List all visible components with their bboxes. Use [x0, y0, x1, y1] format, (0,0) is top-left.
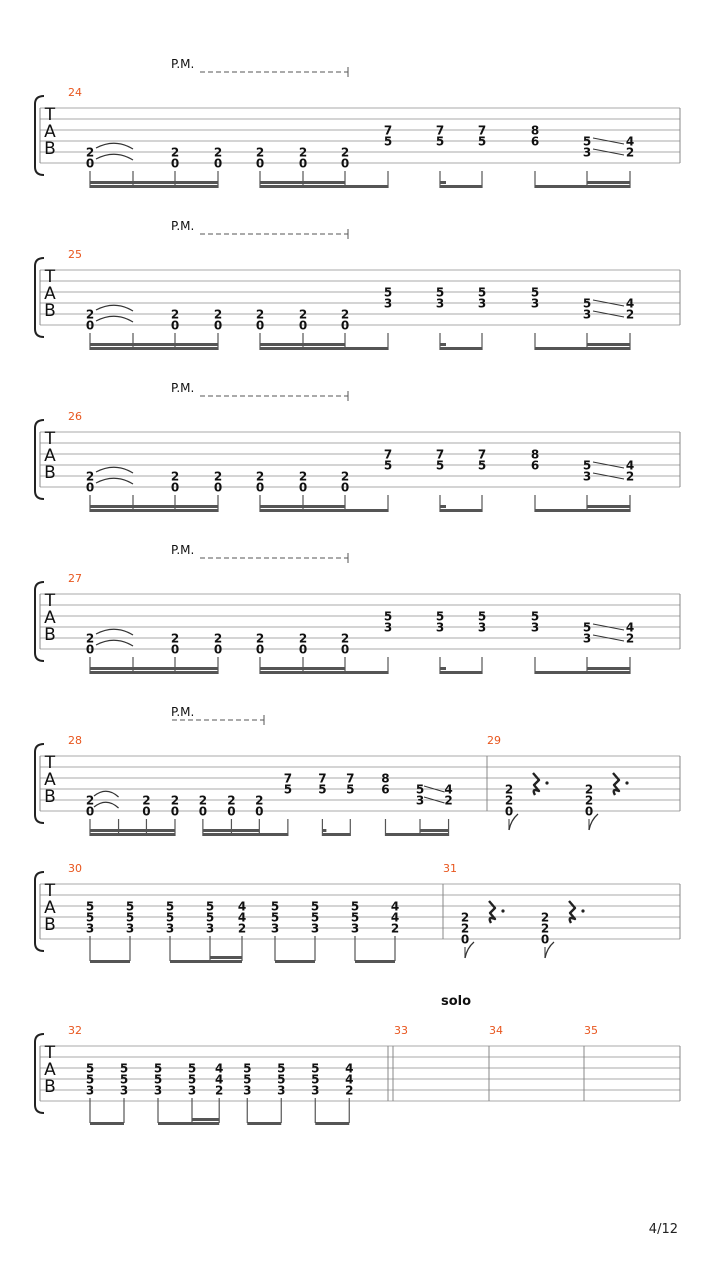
fret-number: 2	[255, 469, 265, 484]
tab-clef-letter: B	[44, 625, 56, 645]
fret-number: 5	[383, 609, 393, 624]
fret-number: 5	[205, 899, 215, 914]
fret-number: 0	[540, 932, 550, 947]
fret-number: 8	[381, 771, 390, 786]
fret-number: 7	[477, 447, 487, 462]
palm-mute-label: P.M.	[171, 57, 195, 71]
beam	[158, 1122, 219, 1125]
fret-number: 3	[165, 921, 175, 936]
beam	[587, 343, 630, 346]
rest-dot	[625, 781, 628, 784]
fret-number: 7	[477, 123, 487, 138]
fret-number: 0	[255, 480, 265, 495]
tab-clef-letter: B	[44, 1077, 56, 1097]
beam	[315, 1122, 349, 1125]
fret-number: 5	[119, 1061, 129, 1076]
fret-number: 0	[170, 642, 180, 657]
tie-arc	[96, 640, 133, 646]
fret-number: 5	[125, 899, 135, 914]
fret-number: 5	[153, 1061, 163, 1076]
fret-number: 2	[237, 921, 247, 936]
beam	[247, 1122, 281, 1125]
beam	[440, 181, 446, 184]
fret-number: 2	[504, 793, 514, 808]
beam	[203, 829, 259, 832]
fret-number: 3	[270, 921, 280, 936]
fret-number: 7	[318, 771, 327, 786]
tab-clef-letter: B	[44, 463, 56, 483]
fret-number: 3	[243, 1083, 252, 1098]
fret-number: 5	[350, 910, 360, 925]
fret-number: 0	[255, 804, 264, 819]
fret-number: 2	[255, 631, 265, 646]
beam	[90, 185, 218, 188]
tie-arc	[96, 143, 133, 149]
fret-number: 5	[85, 1061, 95, 1076]
tab-clef-letter: B	[44, 787, 56, 807]
measure-number: 33	[394, 1024, 408, 1037]
fret-number: 5	[277, 1061, 286, 1076]
beam	[90, 505, 218, 508]
beam	[440, 343, 446, 346]
fret-number: 2	[85, 145, 95, 160]
fret-number: 3	[435, 296, 445, 311]
measure-number: 29	[487, 734, 501, 747]
fret-number: 0	[298, 318, 308, 333]
fret-number: 5	[435, 458, 445, 473]
fret-number: 4	[345, 1061, 354, 1076]
palm-mute-label: P.M.	[171, 219, 195, 233]
fret-number: 2	[504, 782, 514, 797]
fret-number: 0	[504, 804, 514, 819]
fret-number: 2	[460, 910, 470, 925]
fret-number: 5	[243, 1061, 252, 1076]
fret-number: 0	[255, 318, 265, 333]
fret-number: 2	[340, 631, 350, 646]
measure-number: 26	[68, 410, 82, 423]
fret-number: 3	[85, 1083, 95, 1098]
beam	[90, 833, 175, 836]
fret-number: 5	[477, 609, 487, 624]
fret-number: 2	[198, 793, 208, 808]
tab-clef-letter: T	[44, 591, 56, 611]
tab-clef-letter: B	[44, 301, 56, 321]
beam	[440, 667, 446, 670]
fret-number: 0	[170, 156, 180, 171]
measure-number: 28	[68, 734, 82, 747]
fret-number: 5	[582, 620, 592, 635]
fret-number: 5	[383, 134, 393, 149]
fret-number: 3	[310, 921, 320, 936]
beam	[275, 960, 315, 963]
fret-number: 2	[298, 631, 308, 646]
fret-number: 2	[584, 782, 594, 797]
fret-number: 2	[340, 307, 350, 322]
fret-number: 6	[381, 782, 390, 797]
fret-number: 5	[125, 910, 135, 925]
tie-arc	[96, 478, 133, 484]
fret-number: 3	[530, 296, 540, 311]
beam	[440, 347, 482, 350]
measure-number: 35	[584, 1024, 598, 1037]
fret-number: 5	[435, 609, 445, 624]
measure-number: 32	[68, 1024, 82, 1037]
beam	[170, 960, 242, 963]
fret-number: 2	[255, 145, 265, 160]
fret-number: 5	[165, 899, 175, 914]
fret-number: 3	[125, 921, 135, 936]
fret-number: 3	[383, 620, 393, 635]
fret-number: 2	[540, 910, 550, 925]
measure-number: 24	[68, 86, 82, 99]
quarter-rest	[613, 773, 619, 795]
fret-number: 5	[435, 285, 445, 300]
fret-number: 0	[255, 156, 265, 171]
fret-number: 5	[85, 910, 95, 925]
fret-number: 0	[170, 804, 180, 819]
fret-number: 5	[270, 910, 280, 925]
fret-number: 3	[119, 1083, 129, 1098]
fret-number: 3	[383, 296, 393, 311]
fret-number: 5	[187, 1072, 197, 1087]
beam	[260, 509, 388, 512]
fret-number: 0	[170, 318, 180, 333]
fret-number: 8	[530, 447, 540, 462]
fret-number: 0	[584, 804, 594, 819]
tie-arc	[96, 154, 133, 160]
fret-number: 2	[298, 145, 308, 160]
fret-number: 7	[435, 447, 445, 462]
fret-number: 4	[390, 899, 400, 914]
fret-number: 7	[383, 447, 393, 462]
fret-number: 2	[584, 793, 594, 808]
measure-number: 27	[68, 572, 82, 585]
tie-arc	[94, 802, 119, 808]
fret-number: 5	[119, 1072, 129, 1087]
beam	[587, 667, 630, 670]
quarter-rest	[489, 901, 495, 923]
fret-number: 3	[435, 620, 445, 635]
tab-clef-letter: A	[44, 770, 56, 790]
fret-number: 5	[270, 899, 280, 914]
fret-number: 0	[460, 932, 470, 947]
fret-number: 4	[237, 899, 247, 914]
tie-arc	[94, 791, 119, 797]
fret-number: 4	[215, 1072, 224, 1087]
tab-clef-letter: T	[44, 881, 56, 901]
beam	[90, 829, 175, 832]
beam	[535, 509, 630, 512]
palm-mute-label: P.M.	[171, 705, 195, 719]
fret-number: 2	[213, 145, 223, 160]
fret-number: 5	[383, 458, 393, 473]
fret-number: 4	[625, 458, 635, 473]
fret-number: 3	[582, 145, 592, 160]
rest-dot	[501, 909, 504, 912]
fret-number: 5	[311, 1072, 320, 1087]
tab-clef-letter: T	[44, 1043, 56, 1063]
fret-number: 2	[625, 469, 635, 484]
fret-number: 0	[213, 318, 223, 333]
fret-number: 5	[477, 134, 487, 149]
fret-number: 2	[298, 307, 308, 322]
quarter-rest	[533, 773, 539, 795]
beam	[90, 960, 130, 963]
fret-number: 7	[346, 771, 355, 786]
fret-number: 3	[153, 1083, 163, 1098]
beam	[90, 509, 218, 512]
fret-number: 5	[582, 458, 592, 473]
fret-number: 2	[298, 469, 308, 484]
beam	[90, 1122, 124, 1125]
fret-number: 2	[255, 307, 265, 322]
fret-number: 2	[345, 1083, 354, 1098]
fret-number: 0	[298, 480, 308, 495]
fret-number: 8	[530, 123, 540, 138]
tab-clef-letter: A	[44, 284, 56, 304]
tab-clef-letter: A	[44, 608, 56, 628]
fret-number: 3	[582, 469, 592, 484]
fret-number: 3	[205, 921, 215, 936]
tab-clef-letter: B	[44, 139, 56, 159]
fret-number: 5	[477, 458, 487, 473]
fret-number: 5	[165, 910, 175, 925]
fret-number: 5	[383, 285, 393, 300]
beam	[260, 667, 345, 670]
fret-number: 5	[346, 782, 355, 797]
fret-number: 0	[298, 156, 308, 171]
beam	[90, 181, 218, 184]
beam	[90, 343, 218, 346]
staff-system	[35, 744, 680, 823]
beam	[535, 671, 630, 674]
fret-number: 0	[340, 480, 350, 495]
tab-clef-letter: T	[44, 267, 56, 287]
fret-number: 3	[477, 296, 487, 311]
fret-number: 5	[310, 899, 320, 914]
fret-number: 6	[530, 134, 540, 149]
fret-number: 2	[625, 307, 635, 322]
fret-number: 2	[85, 469, 95, 484]
fret-number: 2	[625, 631, 635, 646]
tie-arc	[96, 467, 133, 473]
fret-number: 5	[243, 1072, 252, 1087]
fret-number: 0	[213, 156, 223, 171]
fret-number: 5	[187, 1061, 197, 1076]
fret-number: 5	[582, 296, 592, 311]
fret-number: 3	[85, 921, 95, 936]
beam	[385, 833, 448, 836]
fret-number: 2	[340, 469, 350, 484]
fret-number: 2	[85, 793, 95, 808]
beam	[90, 671, 218, 674]
beam	[203, 833, 288, 836]
fret-number: 2	[625, 145, 635, 160]
fret-number: 2	[390, 921, 400, 936]
beam	[355, 960, 395, 963]
fret-number: 5	[415, 782, 425, 797]
fret-number: 5	[582, 134, 592, 149]
fret-number: 2	[460, 921, 470, 936]
fret-number: 0	[85, 642, 95, 657]
fret-number: 0	[85, 804, 95, 819]
fret-number: 0	[227, 804, 236, 819]
fret-number: 3	[311, 1083, 320, 1098]
quarter-rest	[569, 901, 575, 923]
fret-number: 2	[170, 631, 180, 646]
fret-number: 2	[213, 631, 223, 646]
fret-number: 4	[345, 1072, 354, 1087]
tab-clef-letter: A	[44, 898, 56, 918]
fret-number: 7	[383, 123, 393, 138]
fret-number: 3	[350, 921, 360, 936]
fret-number: 7	[283, 771, 293, 786]
fret-number: 3	[187, 1083, 197, 1098]
fret-number: 0	[170, 480, 180, 495]
fret-number: 4	[625, 296, 635, 311]
fret-number: 0	[340, 156, 350, 171]
fret-number: 5	[435, 134, 445, 149]
fret-number: 5	[277, 1072, 286, 1087]
beam	[440, 509, 482, 512]
fret-number: 2	[142, 793, 151, 808]
beam	[440, 185, 482, 188]
fret-number: 5	[311, 1061, 320, 1076]
fret-number: 5	[350, 899, 360, 914]
beam	[440, 671, 482, 674]
measure-number: 31	[443, 862, 457, 875]
fret-number: 3	[582, 631, 592, 646]
solo-label: solo	[440, 994, 472, 1009]
fret-number: 5	[283, 782, 293, 797]
fret-number: 0	[198, 804, 208, 819]
fret-number: 4	[215, 1061, 224, 1076]
rest-dot	[545, 781, 548, 784]
fret-number: 2	[340, 145, 350, 160]
beam	[420, 829, 449, 832]
measure-number: 34	[489, 1024, 503, 1037]
fret-number: 2	[227, 793, 236, 808]
fret-number: 2	[540, 921, 550, 936]
beam	[260, 181, 345, 184]
fret-number: 2	[444, 793, 453, 808]
fret-number: 4	[237, 910, 247, 925]
fret-number: 2	[213, 469, 223, 484]
fret-number: 5	[477, 285, 487, 300]
tab-clef-letter: A	[44, 446, 56, 466]
fret-number: 4	[444, 782, 453, 797]
fret-number: 0	[85, 318, 95, 333]
fret-number: 2	[170, 469, 180, 484]
beam	[90, 667, 218, 670]
fret-number: 5	[310, 910, 320, 925]
tab-clef-letter: A	[44, 122, 56, 142]
fret-number: 5	[153, 1072, 163, 1087]
beam	[260, 347, 388, 350]
fret-number: 5	[530, 609, 540, 624]
staff-system	[35, 1034, 680, 1113]
tab-clef-letter: A	[44, 1060, 56, 1080]
beam	[260, 185, 388, 188]
fret-number: 3	[530, 620, 540, 635]
beam	[322, 833, 350, 836]
fret-number: 0	[142, 804, 151, 819]
tie-arc	[96, 629, 133, 635]
beam	[587, 181, 630, 184]
fret-number: 0	[85, 480, 95, 495]
fret-number: 2	[170, 307, 180, 322]
fret-number: 2	[85, 307, 95, 322]
tab-clef-letter: B	[44, 915, 56, 935]
fret-number: 3	[277, 1083, 286, 1098]
tie-arc	[96, 305, 133, 311]
beam	[260, 343, 345, 346]
beam	[535, 185, 630, 188]
fret-number: 4	[390, 910, 400, 925]
measure-number: 25	[68, 248, 82, 261]
fret-number: 0	[298, 642, 308, 657]
beam	[440, 505, 446, 508]
measure-number: 30	[68, 862, 82, 875]
fret-number: 0	[213, 642, 223, 657]
beam	[90, 347, 218, 350]
beam	[587, 505, 630, 508]
fret-number: 5	[318, 782, 327, 797]
beam	[192, 1118, 219, 1121]
beam	[322, 829, 326, 832]
fret-number: 2	[255, 793, 264, 808]
fret-number: 3	[477, 620, 487, 635]
tab-clef-letter: T	[44, 753, 56, 773]
fret-number: 7	[435, 123, 445, 138]
beam	[260, 505, 345, 508]
beam	[535, 347, 630, 350]
fret-number: 2	[213, 307, 223, 322]
fret-number: 4	[625, 134, 635, 149]
fret-number: 0	[340, 318, 350, 333]
fret-number: 0	[85, 156, 95, 171]
fret-number: 3	[415, 793, 425, 808]
palm-mute-label: P.M.	[171, 381, 195, 395]
page-number: 4/12	[648, 1222, 678, 1237]
palm-mute-label: P.M.	[171, 543, 195, 557]
tab-clef-letter: T	[44, 429, 56, 449]
fret-number: 5	[530, 285, 540, 300]
fret-number: 4	[625, 620, 635, 635]
fret-number: 5	[85, 1072, 95, 1087]
fret-number: 2	[170, 793, 180, 808]
rest-dot	[581, 909, 584, 912]
fret-number: 5	[205, 910, 215, 925]
fret-number: 0	[255, 642, 265, 657]
fret-number: 0	[213, 480, 223, 495]
beam	[260, 671, 388, 674]
fret-number: 6	[530, 458, 540, 473]
fret-number: 2	[215, 1083, 224, 1098]
tab-clef-letter: T	[44, 105, 56, 125]
fret-number: 5	[85, 899, 95, 914]
tie-arc	[96, 316, 133, 322]
fret-number: 0	[340, 642, 350, 657]
beam	[210, 956, 242, 959]
fret-number: 2	[85, 631, 95, 646]
fret-number: 2	[170, 145, 180, 160]
fret-number: 3	[582, 307, 592, 322]
